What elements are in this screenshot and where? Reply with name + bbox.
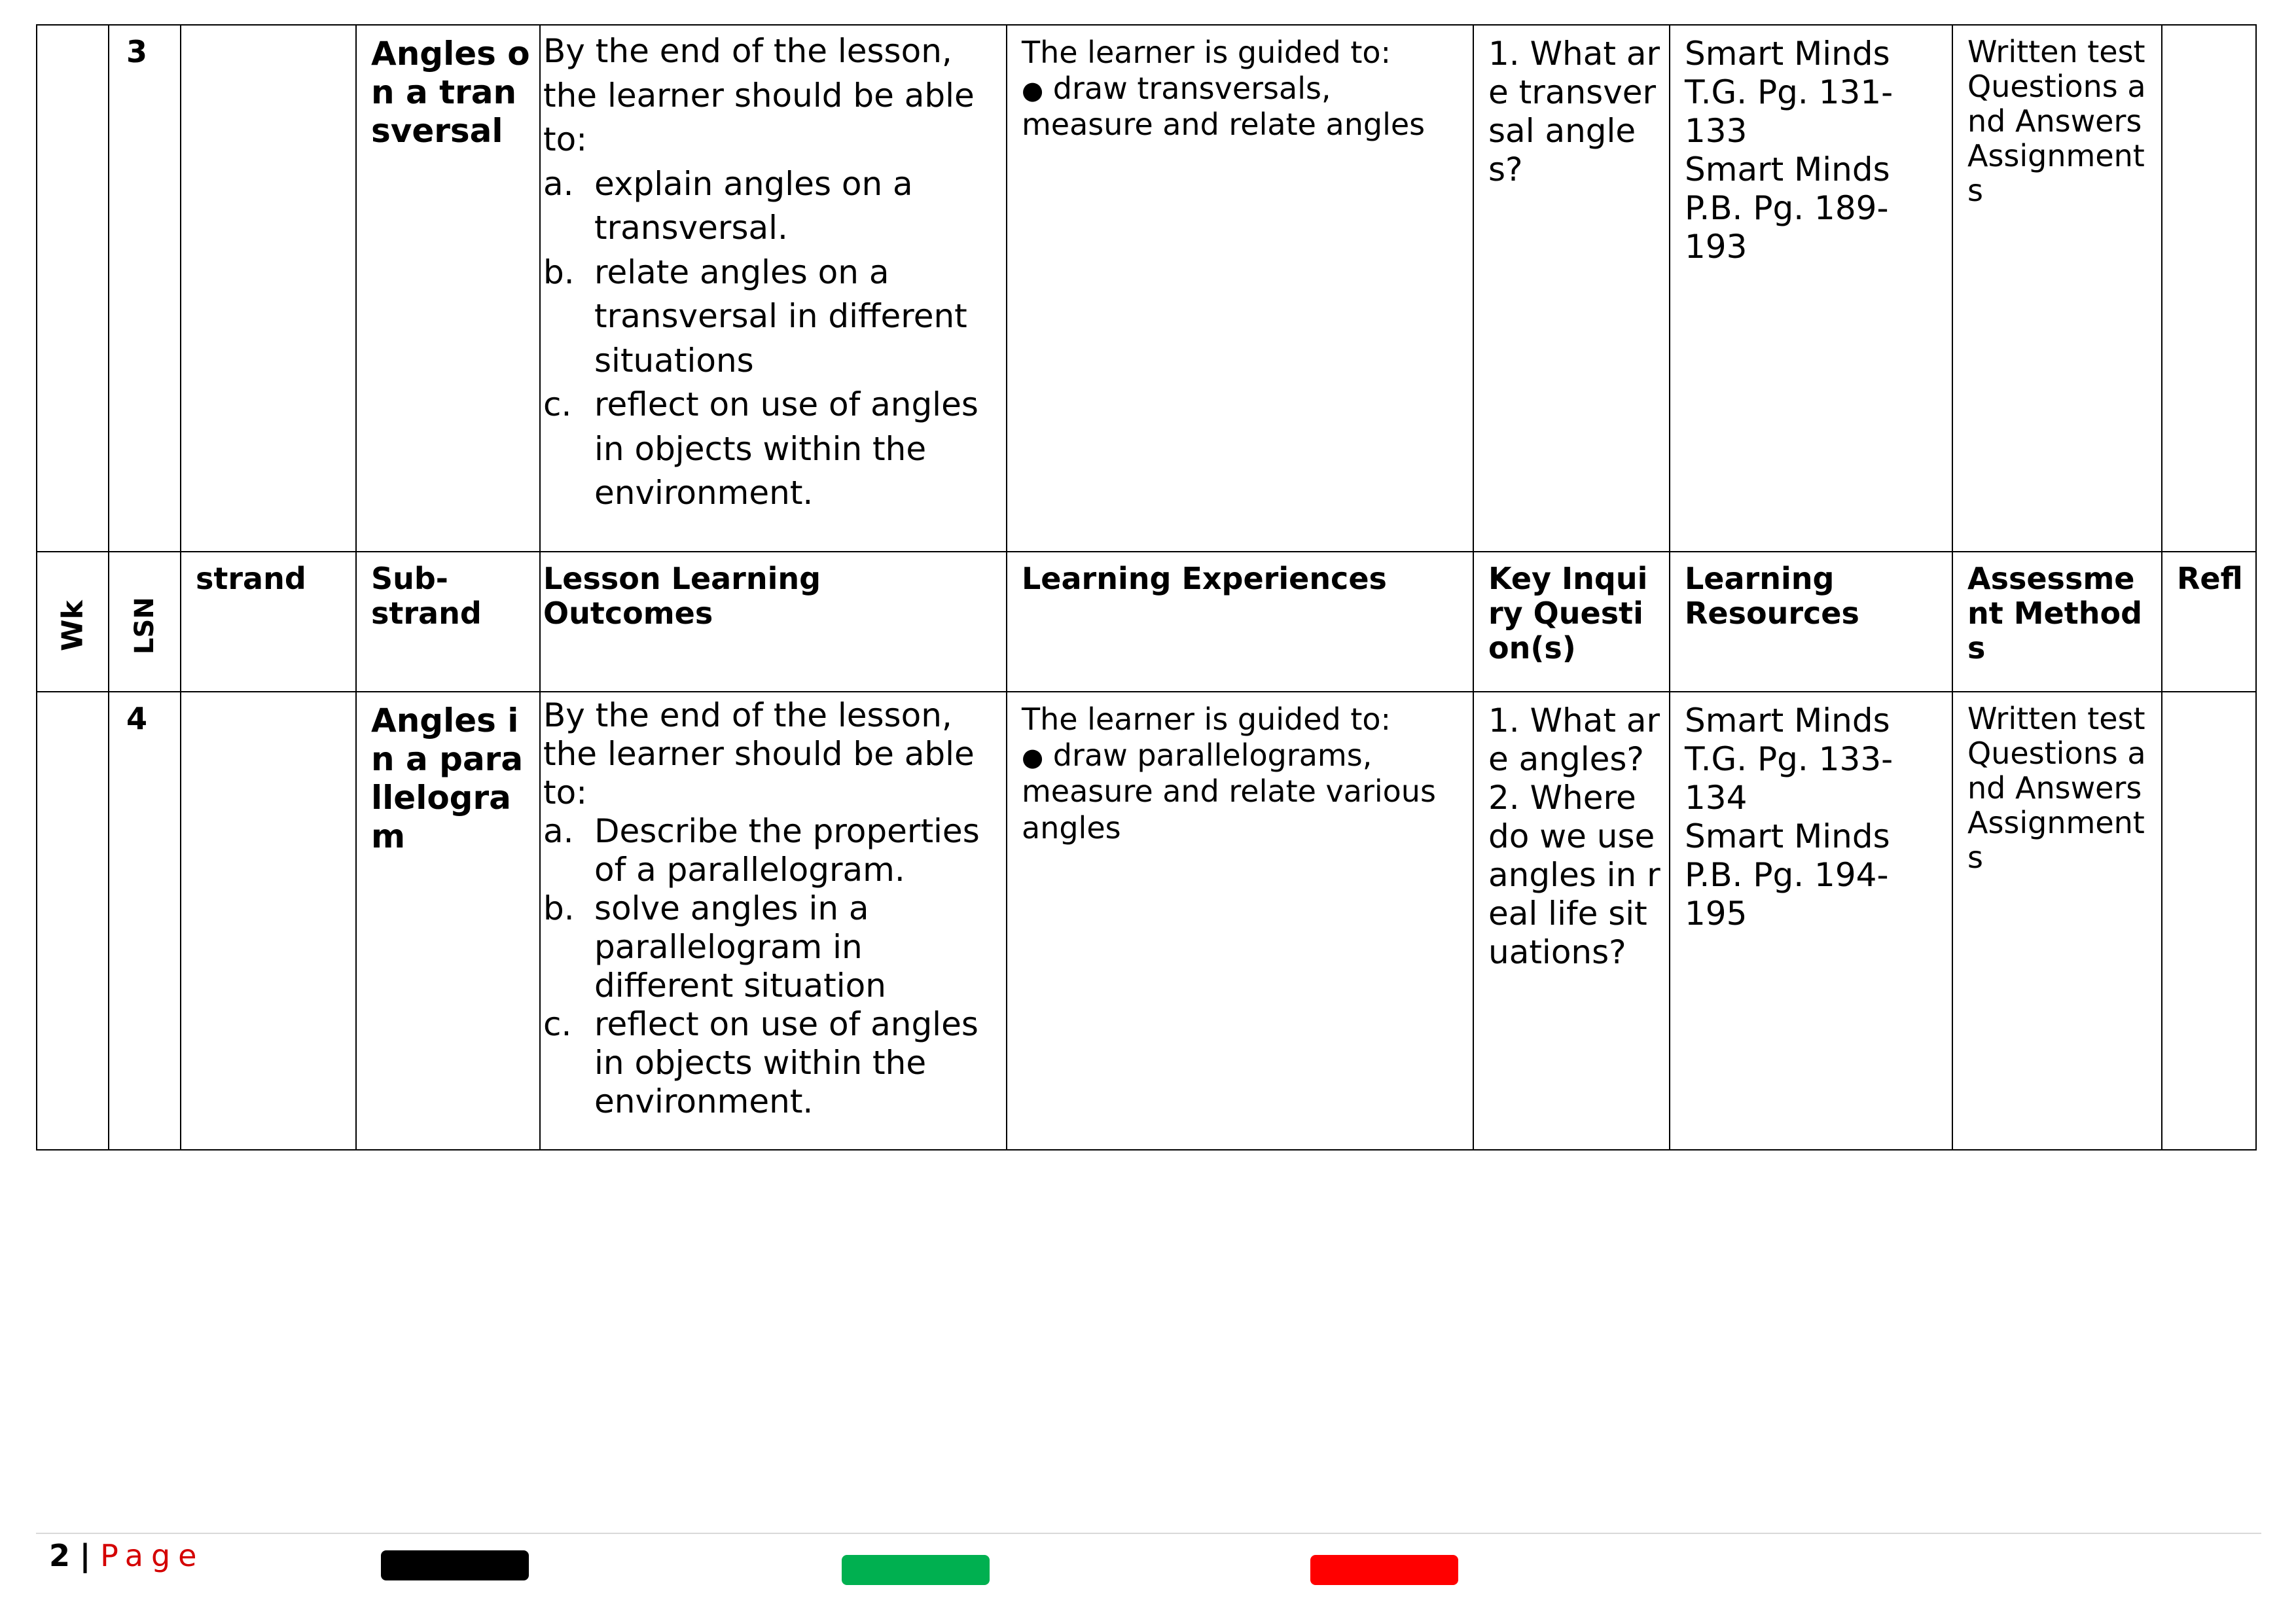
outcome-item [543, 383, 999, 516]
red-color-bar [1310, 1555, 1458, 1585]
outcome-item [543, 162, 999, 251]
strand-cell [181, 25, 356, 552]
outcome-marker: b. [543, 253, 575, 291]
assessment-item: Written test [1967, 701, 2145, 736]
experience-item [1022, 738, 1466, 846]
reflection-cell [2162, 692, 2256, 1150]
page-word: Page [100, 1538, 205, 1573]
header-substrand: Sub-strand [356, 552, 540, 692]
reflection-cell [2162, 25, 2256, 552]
outcome-text: reflect on use of angles in objects within the environment. [594, 385, 978, 512]
outcome-text: Describe the properties of a parallelogram. [594, 812, 980, 889]
outcome-text: explain angles on a transversal. [594, 164, 913, 247]
outcome-item [543, 812, 999, 889]
assessment-item: Assignments [1967, 137, 2145, 208]
outcomes-intro: By the end of the lesson, the learner should be able to: [543, 696, 975, 812]
header-week-label: Wk [56, 600, 90, 651]
header-week [37, 552, 109, 692]
black-color-bar [381, 1550, 529, 1580]
learning-experiences-cell [1007, 25, 1473, 552]
experience-text: draw parallelograms, measure and relate various angles [1022, 738, 1436, 846]
experience-item [1022, 71, 1466, 143]
strand-cell [181, 692, 356, 1150]
learning-resources-cell [1670, 25, 1952, 552]
bullet-icon: ● [1022, 743, 1044, 772]
header-lesson [109, 552, 181, 692]
inquiry-question: 1. What are transversal angles? [1488, 35, 1660, 188]
substrand-cell: Angles in a parallelogram [356, 692, 540, 1150]
learning-experiences-cell [1007, 692, 1473, 1150]
green-color-bar [842, 1555, 990, 1585]
substrand-cell: Angles on a transversal [356, 25, 540, 552]
outcome-item [543, 1005, 999, 1121]
outcome-item [543, 251, 999, 383]
outcome-marker: b. [543, 889, 575, 927]
key-inquiry-cell [1473, 692, 1670, 1150]
resource-item: Smart Minds T.G. Pg. 131-133 [1685, 35, 1893, 150]
lesson-row-4 [37, 692, 2256, 1150]
experiences-intro: The learner is guided to: [1022, 35, 1391, 70]
learning-outcomes-cell [540, 25, 1007, 552]
outcome-marker: a. [543, 164, 574, 203]
assessment-item: Assignments [1967, 804, 2145, 875]
footer-divider [36, 1533, 2261, 1534]
lesson-row-3 [37, 25, 2256, 552]
resource-item: Smart Minds P.B. Pg. 194-195 [1685, 817, 1890, 933]
outcome-marker: c. [543, 385, 572, 423]
header-resources: Learning Resources [1670, 552, 1952, 692]
lesson-number: 3 [109, 25, 181, 552]
inquiry-question: 2. Where do we use angles in real life situations? [1488, 779, 1660, 971]
assessment-cell [1952, 692, 2162, 1150]
header-strand: strand [181, 552, 356, 692]
scheme-of-work-table [36, 24, 2257, 1150]
outcomes-intro: By the end of the lesson, the learner should be able to: [543, 32, 975, 158]
resource-item: Smart Minds P.B. Pg. 189-193 [1685, 151, 1890, 266]
learning-outcomes-cell [540, 692, 1007, 1150]
outcome-text: relate angles on a transversal in different situations [594, 253, 967, 380]
learning-resources-cell [1670, 692, 1952, 1150]
week-cell [37, 25, 109, 552]
bullet-icon: ● [1022, 76, 1044, 105]
week-cell [37, 692, 109, 1150]
key-inquiry-cell [1473, 25, 1670, 552]
header-row [37, 552, 2256, 692]
resource-item: Smart Minds T.G. Pg. 133-134 [1685, 702, 1893, 817]
outcomes-list [543, 812, 999, 1121]
experience-text: draw transversals, measure and relate angles [1022, 71, 1426, 143]
header-outcomes: Lesson Learning Outcomes [540, 552, 1007, 692]
page-number: 2 [49, 1538, 71, 1573]
assessment-item: Questions and Answers [1967, 735, 2146, 806]
assessment-cell [1952, 25, 2162, 552]
header-inquiry: Key Inquiry Question(s) [1473, 552, 1670, 692]
outcome-text: solve angles in a parallelogram in different situation [594, 889, 886, 1005]
header-assessment: Assessment Methods [1952, 552, 2162, 692]
outcome-item [543, 889, 999, 1005]
outcome-marker: c. [543, 1005, 572, 1043]
page-footer [49, 1538, 204, 1573]
assessment-item: Written test [1967, 34, 2145, 69]
assessment-item: Questions and Answers [1967, 68, 2146, 139]
outcome-text: reflect on use of angles in objects within the environment. [594, 1005, 978, 1120]
header-reflection: Refl [2162, 552, 2256, 692]
header-lesson-label: LSN [130, 597, 160, 654]
inquiry-question: 1. What are angles? [1488, 702, 1660, 778]
experiences-intro: The learner is guided to: [1022, 702, 1391, 737]
outcomes-list [543, 162, 999, 516]
page-separator: | [79, 1538, 91, 1573]
lesson-number: 4 [109, 692, 181, 1150]
header-experiences: Learning Experiences [1007, 552, 1473, 692]
outcome-marker: a. [543, 812, 574, 850]
